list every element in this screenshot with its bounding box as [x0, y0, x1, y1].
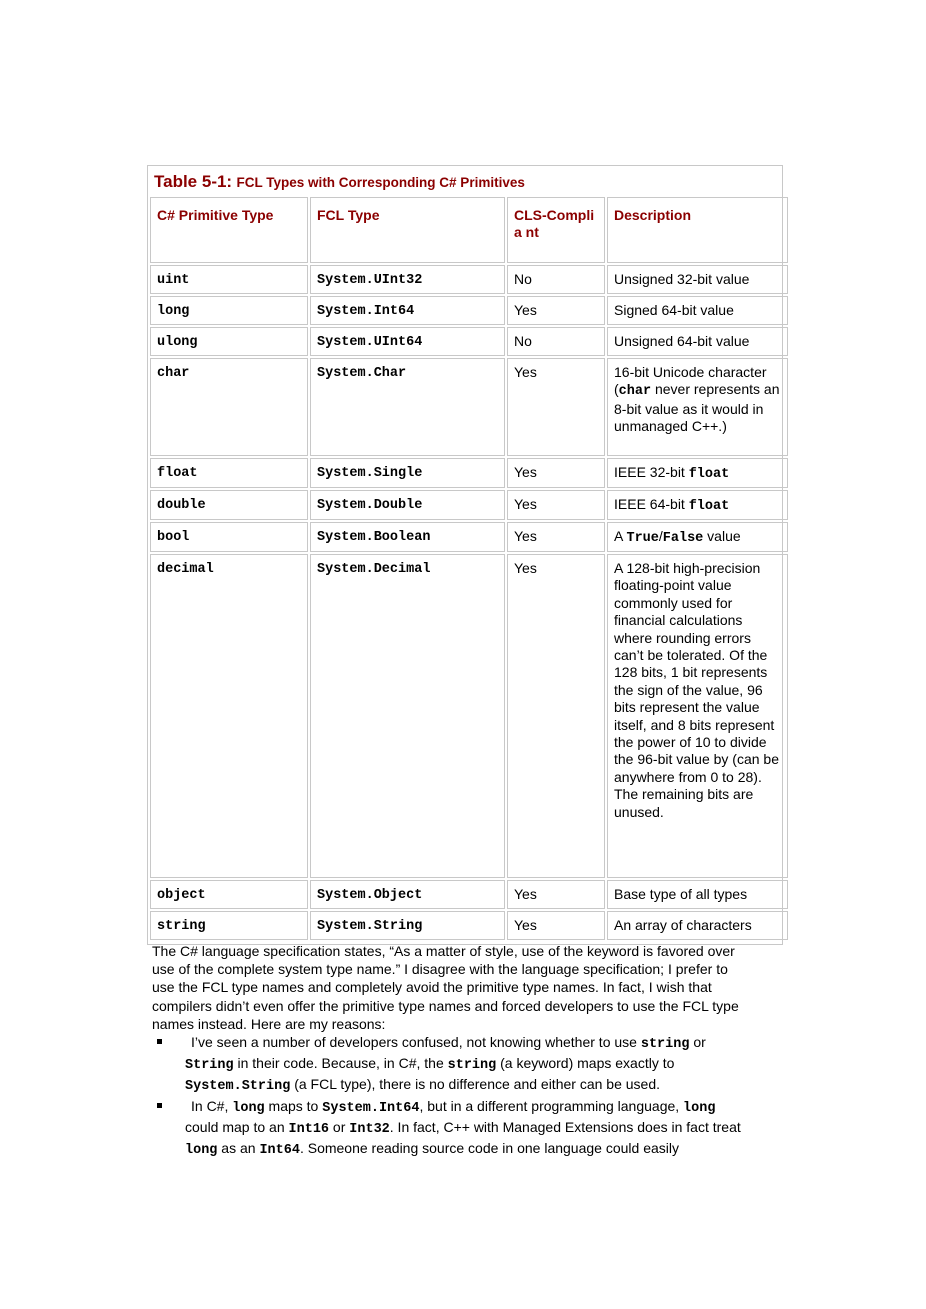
table-caption [150, 168, 780, 195]
cell-cls-compliant: Yes [507, 554, 605, 878]
bullet-list [152, 1033, 752, 1160]
cell-cls-compliant: Yes [507, 458, 605, 488]
table-row [150, 911, 788, 940]
inline-code: Int16 [288, 1121, 330, 1137]
cell-cls-compliant: Yes [507, 911, 605, 940]
inline-code: Int32 [349, 1121, 390, 1137]
list-item [152, 1033, 752, 1097]
cell-fcl-type: System.Single [310, 458, 505, 488]
cell-cls-compliant: No [507, 265, 605, 294]
cell-description [607, 880, 788, 909]
cell-description [607, 296, 788, 325]
table-row [150, 296, 788, 325]
table-row [150, 327, 788, 356]
bullet-square-icon [157, 1039, 162, 1044]
text-run: IEEE 32-bit [614, 464, 689, 480]
cell-description [607, 327, 788, 356]
list-item [152, 1097, 752, 1161]
table-row [150, 358, 788, 456]
inline-code: System.Int64 [322, 1100, 420, 1116]
inline-code: float [688, 499, 730, 514]
header-description: Description [607, 197, 788, 263]
inline-code: long [185, 1143, 218, 1159]
cell-fcl-type: System.UInt32 [310, 265, 505, 294]
text-run: as an [217, 1140, 260, 1157]
cell-description [607, 458, 788, 488]
text-run: An array of characters [614, 917, 752, 933]
cell-fcl-type: System.Char [310, 358, 505, 456]
bullet-square-icon [157, 1103, 162, 1108]
cell-fcl-type: System.Object [310, 880, 505, 909]
cell-description [607, 265, 788, 294]
cell-primitive-type: float [150, 458, 308, 488]
cell-primitive-type: decimal [150, 554, 308, 878]
inline-code: char [618, 384, 652, 400]
text-run: never represents an 8-bit value as it would in unmanaged C++.) [614, 381, 780, 435]
cell-primitive-type: ulong [150, 327, 308, 356]
table-row [150, 458, 788, 488]
text-run: . In fact, C++ with Managed Extensions does in fact treat [389, 1118, 741, 1135]
text-run: . Someone reading source code in one language could easily [299, 1140, 679, 1157]
cell-cls-compliant: Yes [507, 358, 605, 456]
cell-fcl-type: System.String [310, 911, 505, 940]
cell-fcl-type: System.Int64 [310, 296, 505, 325]
cell-fcl-type: System.Double [310, 490, 505, 520]
table-row [150, 522, 788, 552]
text-run: Signed 64-bit value [614, 302, 734, 318]
table-body [150, 265, 788, 940]
text-run: maps to [264, 1097, 323, 1114]
cell-description [607, 490, 788, 520]
cell-primitive-type: uint [150, 265, 308, 294]
cell-description [607, 911, 788, 940]
cell-primitive-type: string [150, 911, 308, 940]
inline-code: long [683, 1100, 716, 1116]
cell-primitive-type: double [150, 490, 308, 520]
cell-description [607, 358, 788, 456]
header-cls-compliant: CLS-Complia nt [507, 197, 605, 263]
text-run: Base type of all types [614, 886, 748, 902]
text-run: or [689, 1034, 706, 1051]
inline-code: False [662, 531, 704, 546]
cell-fcl-type: System.Boolean [310, 522, 505, 552]
inline-code: String [185, 1058, 234, 1074]
text-run: could map to an [185, 1118, 289, 1135]
text-run: in their code. Because, in C#, the [233, 1055, 448, 1072]
text-run: (a keyword) maps exactly to [496, 1055, 675, 1072]
text-run: or [329, 1118, 350, 1135]
inline-code: Int64 [259, 1143, 300, 1159]
header-fcl-type: FCL Type [310, 197, 505, 263]
inline-code: string [447, 1058, 497, 1074]
text-run: / [658, 528, 663, 544]
inline-code: string [640, 1037, 690, 1053]
table-row [150, 880, 788, 909]
inline-code: long [232, 1100, 265, 1116]
table-caption-number: Table 5-1: [154, 172, 233, 191]
cell-cls-compliant: Yes [507, 880, 605, 909]
paragraph: The C# language specification states, “As a matter of style, use of the keyword is favored over use of the complete system type name.” I disagree with the language specification; I prefer to use the FCL type names and completely avoid the primitive type names. In fact, I wish that compilers didn’t even offer the primitive type names and forced developers to use the FCL type names instead. Here are my reasons: [152, 943, 739, 1032]
text-run: Unsigned 64-bit value [614, 333, 750, 349]
text-run: , but in a different programming language, [419, 1097, 684, 1114]
cell-cls-compliant: Yes [507, 522, 605, 552]
text-run: Unsigned 32-bit value [614, 271, 750, 287]
text-run: 16-bit Unicode character ( [614, 364, 767, 398]
fcl-types-table-container [147, 165, 783, 945]
table-row [150, 554, 788, 878]
text-run: A [614, 528, 627, 544]
cell-primitive-type: bool [150, 522, 308, 552]
text-run: value [703, 528, 741, 544]
cell-fcl-type: System.UInt64 [310, 327, 505, 356]
cell-fcl-type: System.Decimal [310, 554, 505, 878]
body-text [152, 942, 752, 1160]
cell-primitive-type: object [150, 880, 308, 909]
cell-cls-compliant: Yes [507, 490, 605, 520]
cell-cls-compliant: Yes [507, 296, 605, 325]
cell-cls-compliant: No [507, 327, 605, 356]
cell-primitive-type: char [150, 358, 308, 456]
header-primitive-type: C# Primitive Type [150, 197, 308, 263]
cell-description [607, 522, 788, 552]
text-run: IEEE 64-bit [614, 496, 689, 512]
text-run: I’ve seen a number of developers confused, not knowing whether to use [191, 1034, 641, 1051]
text-run: (a FCL type), there is no difference and either can be used. [290, 1076, 660, 1093]
inline-code: System.String [185, 1079, 291, 1095]
text-run: A 128-bit high-precision floating-point value commonly used for financial calculations where rounding errors can’t be tolerated. Of the 128 bits, 1 bit represents the sign of the value, 96 bits represent the value itself, and 8 bits represent the power of 10 to divide the 96-bit value by (can be anywhere from 0 to 28). The remaining bits are unused. [614, 560, 779, 820]
inline-code: float [688, 467, 730, 482]
fcl-types-table [148, 195, 790, 942]
table-row [150, 265, 788, 294]
text-run: In C#, [191, 1097, 233, 1114]
cell-primitive-type: long [150, 296, 308, 325]
inline-code: True [626, 531, 659, 546]
table-header-row [150, 197, 788, 263]
cell-description [607, 554, 788, 878]
table-row [150, 490, 788, 520]
table-caption-title: FCL Types with Corresponding C# Primitives [236, 175, 525, 190]
